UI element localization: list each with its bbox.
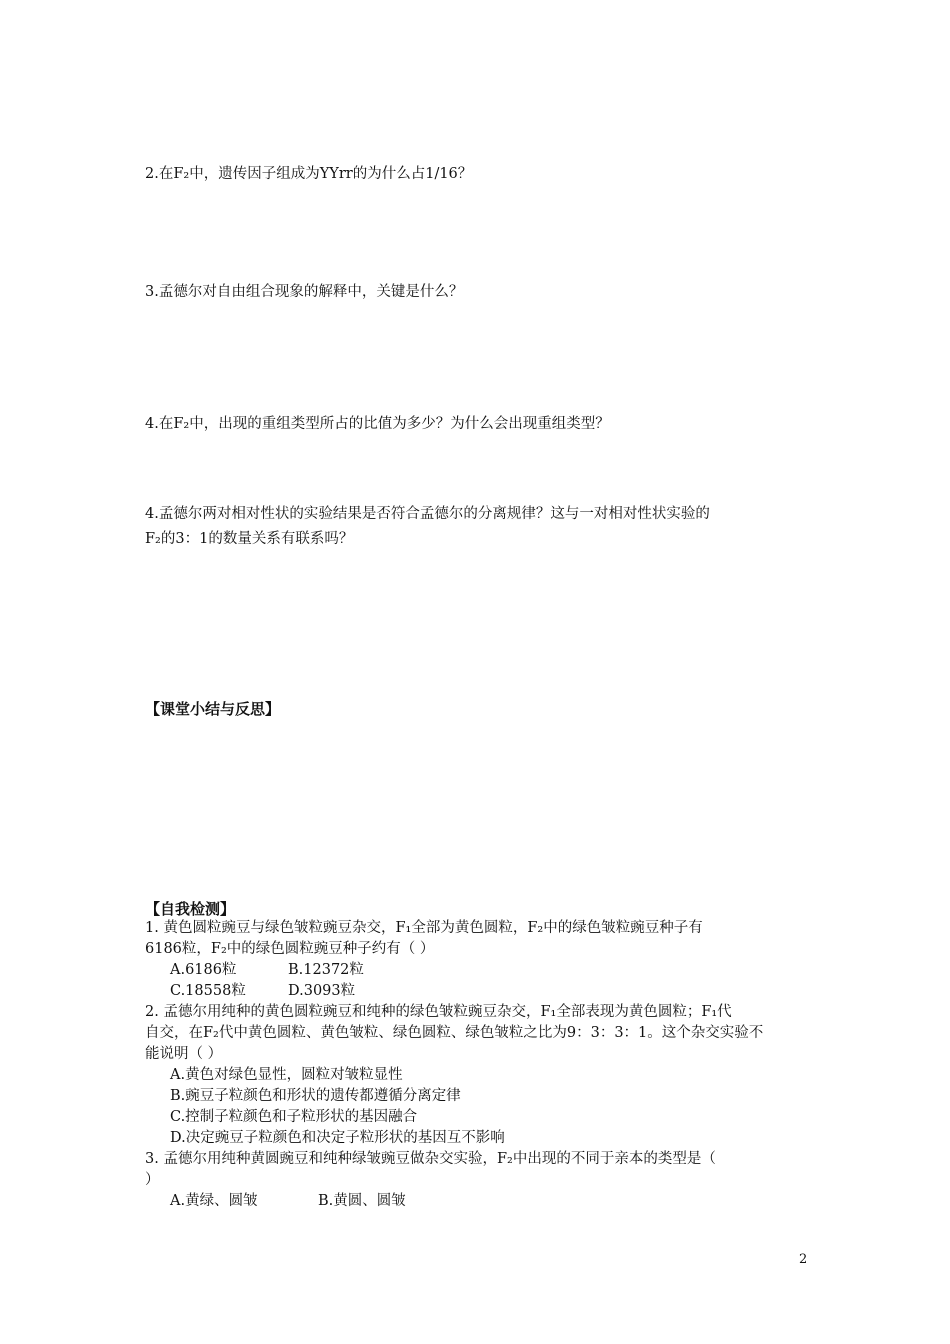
self-test-q1-option-b: B.12372粒 [288,962,364,978]
question-5-line-1: 4.孟德尔两对相对性状的实验结果是否符合孟德尔的分离规律？这与一对相对性状实验的 [145,506,710,522]
self-test-q3-option-a: A.黄绿、圆皱 [170,1193,258,1209]
self-test-q1-option-d: D.3093粒 [288,983,356,999]
question-3: 3.孟德尔对自由组合现象的解释中，关键是什么？ [145,284,464,300]
self-test-q1-line-2: 6186粒，F₂中的绿色圆粒豌豆种子约有（ ） [145,941,435,957]
self-test-q3-line-1: 3. 孟德尔用纯种黄圆豌豆和纯种绿皱豌豆做杂交实验，F₂中出现的不同于亲本的类型是（ [145,1151,716,1167]
self-test-q2-option-d: D.决定豌豆子粒颜色和决定子粒形状的基因互不影响 [170,1130,505,1146]
self-test-q1-option-a: A.6186粒 [170,962,237,978]
self-test-q2-option-a: A.黄色对绿色显性，圆粒对皱粒显性 [170,1067,403,1083]
self-test-heading: 【自我检测】 [145,900,236,918]
question-4: 4.在F₂中，出现的重组类型所占的比值为多少？为什么会出现重组类型？ [145,416,610,432]
self-test-q3-option-b: B.黄圆、圆皱 [318,1193,406,1209]
self-test-q1-line-1: 1. 黄色圆粒豌豆与绿色皱粒豌豆杂交，F₁全部为黄色圆粒，F₂中的绿色皱粒豌豆种子有 [145,920,703,936]
question-2: 2.在F₂中，遗传因子组成为YYrr的为什么占1/16？ [145,166,473,182]
page-number: 2 [799,1252,808,1267]
self-test-q3-line-2: ） [145,1172,160,1188]
self-test-q2-line-2: 自交，在F₂代中黄色圆粒、黄色皱粒、绿色圆粒、绿色皱粒之比为9：3：3：1。这个杂交实验不 [145,1025,764,1041]
summary-heading: 【课堂小结与反思】 [145,700,281,718]
self-test-q2-option-b: B.豌豆子粒颜色和形状的遗传都遵循分离定律 [170,1088,461,1104]
self-test-q1-option-c: C.18558粒 [170,983,246,999]
self-test-q2-line-1: 2. 孟德尔用纯种的黄色圆粒豌豆和纯种的绿色皱粒豌豆杂交，F₁全部表现为黄色圆粒；F₁代 [145,1004,732,1020]
self-test-q2-option-c: C.控制子粒颜色和子粒形状的基因融合 [170,1109,418,1125]
question-5-line-2: F₂的3：1的数量关系有联系吗？ [145,531,354,547]
self-test-q2-line-3: 能说明（ ） [145,1046,223,1062]
